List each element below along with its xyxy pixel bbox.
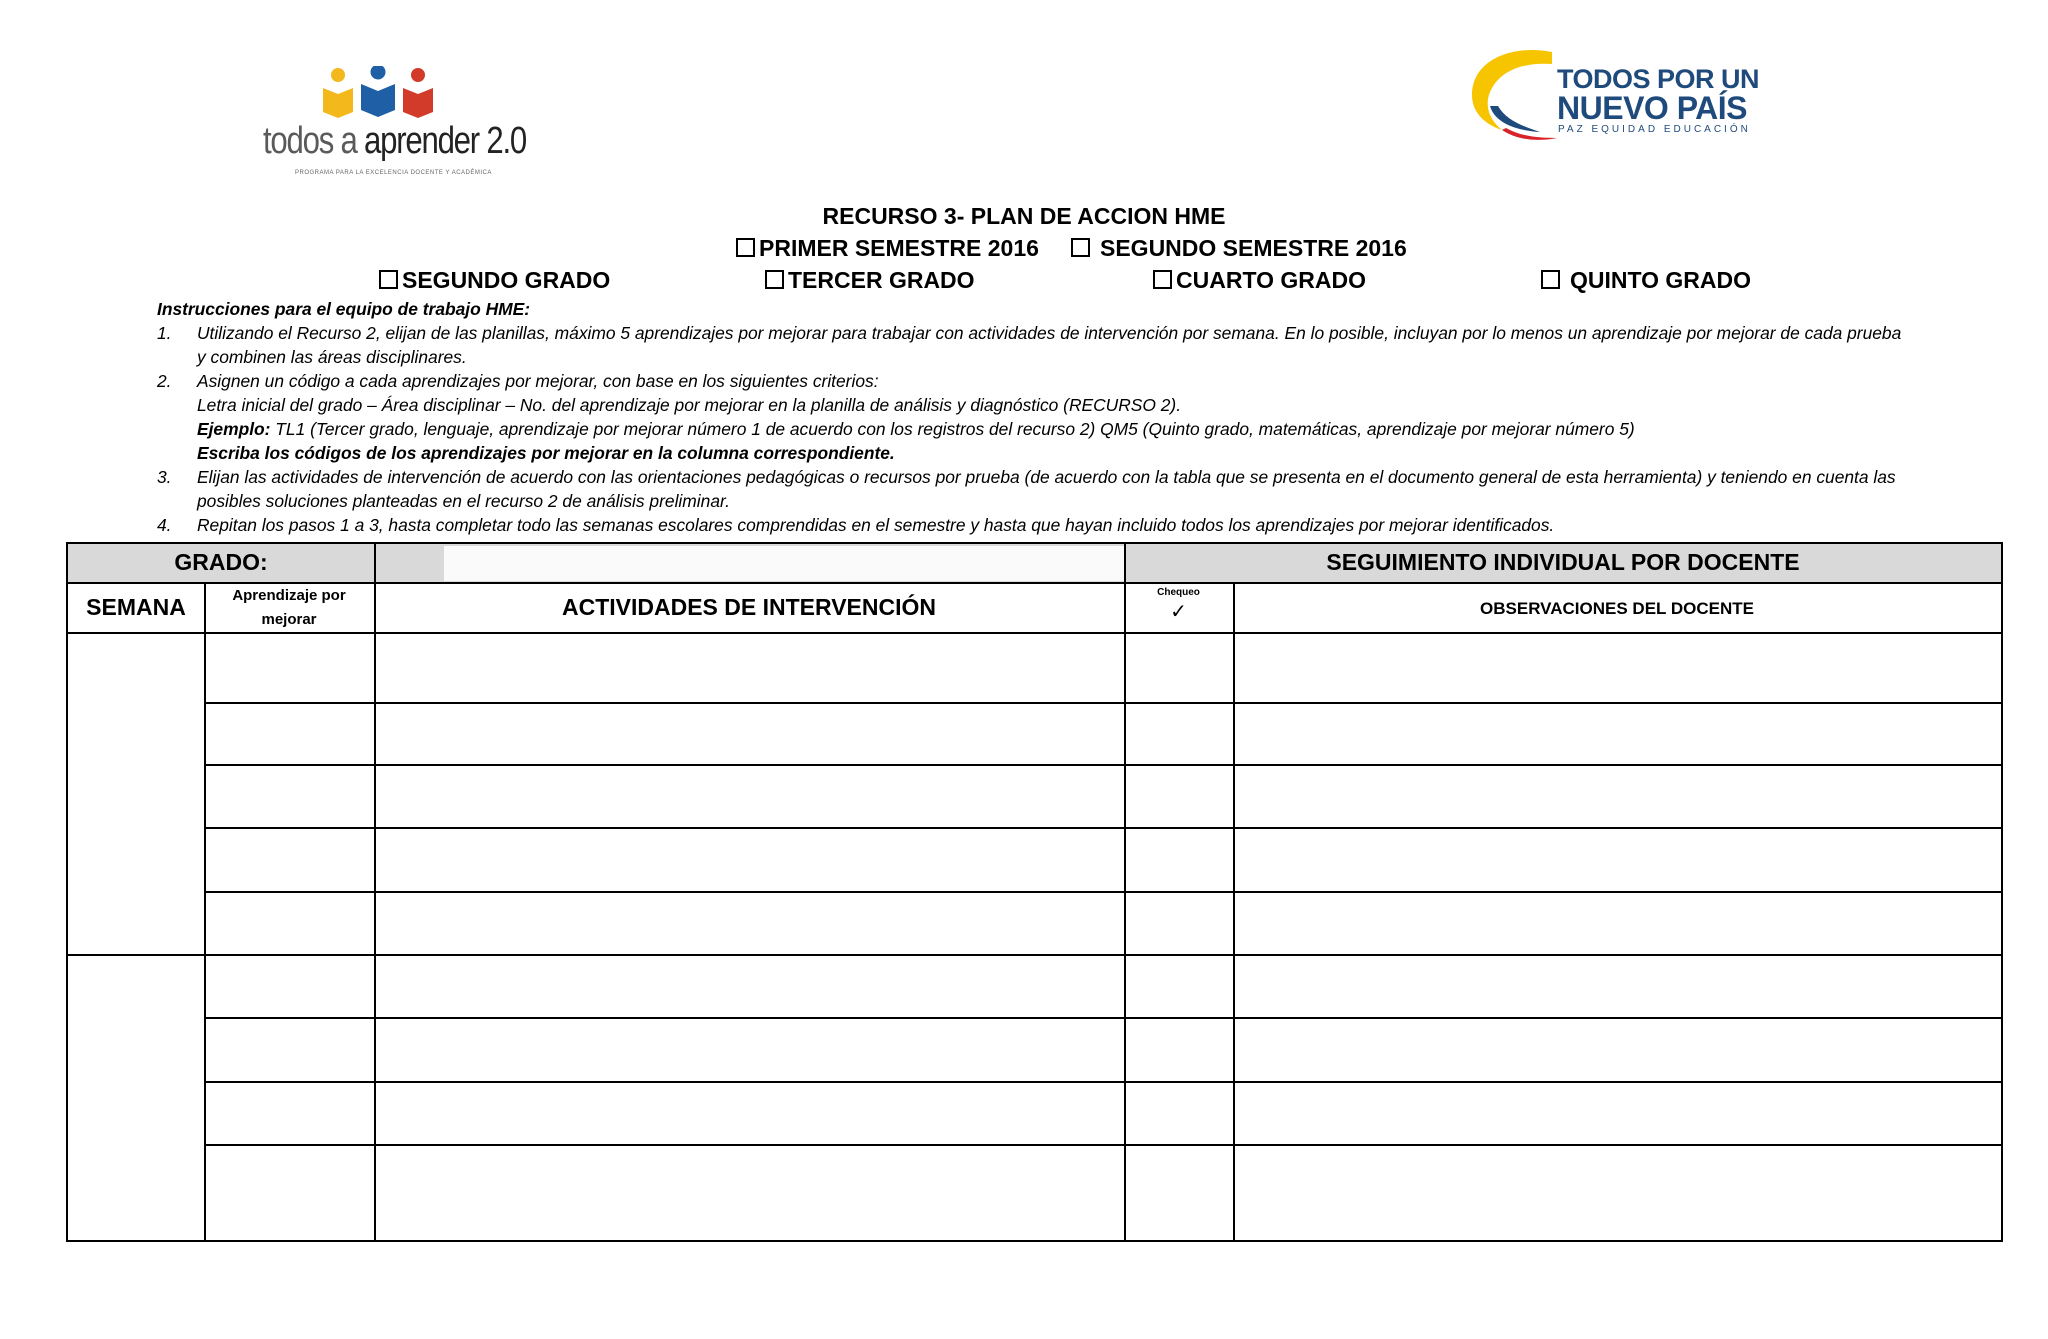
- actividades-column-cells[interactable]: [376, 634, 1122, 1240]
- semana-cell-1[interactable]: [70, 634, 202, 952]
- instructions-heading: Instrucciones para el equipo de trabajo HME:: [157, 299, 531, 319]
- instruction-item: 3. Elijan las actividades de intervención de acuerdo con las orientaciones pedagógicas o recursos por prueba (de acuerdo con la tabla que se presenta en el documento general de esta herramienta) y teniendo en cuenta las posibles soluciones planteadas en el recurso 2 de análisis preliminar.: [157, 467, 1896, 511]
- grado-input[interactable]: [444, 546, 1124, 581]
- logo-left-title: todos a aprender 2.0: [263, 120, 526, 162]
- checkbox-icon: [379, 270, 398, 289]
- aprendizaje-column-cells[interactable]: [206, 634, 372, 1240]
- option-segundo-grado[interactable]: SEGUNDO GRADO: [379, 267, 610, 294]
- col-aprendizaje: Aprendizaje por mejorar: [232, 587, 346, 628]
- col-actividades: ACTIVIDADES DE INTERVENCIÓN: [561, 594, 936, 620]
- instruction-note: Escriba los códigos de los aprendizajes por mejorar en la columna correspondiente.: [197, 443, 895, 463]
- example-line: Ejemplo: TL1 (Tercer grado, lenguaje, aprendizaje por mejorar número 1 de acuerdo con los registros del recurso 2) QM5 (Quinto grado, matemáticas, aprendizaje por mejorar número 5): [197, 419, 1635, 439]
- checkbox-icon: [1153, 270, 1172, 289]
- option-cuarto-grado[interactable]: CUARTO GRADO: [1153, 267, 1366, 294]
- col-chequeo: Chequeo: [1157, 587, 1200, 598]
- checkbox-icon: [736, 238, 755, 257]
- logo-right-line1: TODOS POR UN: [1557, 64, 1760, 94]
- instruction-item: 1. Utilizando el Recurso 2, elijan de las planillas, máximo 5 aprendizajes por mejorar para trabajar con actividades de intervención por semana. En lo posible, incluyan por lo menos un aprendizaje por mejorar de cada prueba y combinen las áreas disciplinares.: [157, 323, 1902, 367]
- grado-label: GRADO:: [174, 549, 268, 575]
- page-title: RECURSO 3- PLAN DE ACCION HME: [822, 203, 1226, 229]
- col-observaciones: OBSERVACIONES DEL DOCENTE: [1480, 599, 1754, 618]
- col-semana: SEMANA: [86, 594, 186, 620]
- option-segundo-semestre[interactable]: SEGUNDO SEMESTRE 2016: [1071, 235, 1407, 262]
- children-books-icon: [313, 66, 443, 118]
- seguimiento-label: SEGUIMIENTO INDIVIDUAL POR DOCENTE: [1326, 549, 1800, 575]
- checkbox-icon: [1071, 238, 1090, 257]
- chequeo-column-cells[interactable]: [1126, 634, 1231, 1240]
- option-quinto-grado[interactable]: QUINTO GRADO: [1541, 267, 1751, 294]
- checkbox-icon: [765, 270, 784, 289]
- checkbox-icon: [1541, 270, 1560, 289]
- todos-por-un-nuevo-pais-logo: [1462, 40, 1782, 145]
- semana-cell-2[interactable]: [70, 956, 202, 1240]
- instructions-block: [157, 297, 1977, 537]
- logo-right-line3: PAZ EQUIDAD EDUCACIÓN: [1558, 124, 1751, 135]
- logo-right-line2: NUEVO PAÍS: [1557, 90, 1747, 126]
- option-primer-semestre[interactable]: PRIMER SEMESTRE 2016: [736, 235, 1039, 262]
- action-plan-table: [66, 542, 2003, 1242]
- todos-a-aprender-logo: [255, 60, 526, 185]
- logo-left-tagline: PROGRAMA PARA LA EXCELENCIA DOCENTE Y ACADÉMICA: [295, 170, 492, 176]
- instruction-item: 4. Repitan los pasos 1 a 3, hasta completar todo las semanas escolares comprendidas en el semestre y hasta que hayan incluido todos los aprendizajes por mejorar identificados.: [157, 515, 1555, 535]
- observaciones-column-cells[interactable]: [1235, 634, 1999, 1240]
- check-mark-icon: ✓: [1170, 601, 1187, 623]
- instruction-item: 2. Asignen un código a cada aprendizajes por mejorar, con base en los siguientes criterios: Letra inicial del grado – Área disciplinar – No. del aprendizaje por mejorar en la planilla de análisis y diagnóstico (RECURSO 2). Ejemplo: TL1 (Tercer grado, lenguaje, aprendizaje por mejorar número 1 de acuerdo con los registros del recurso 2) QM5 (Quinto grado, matemáticas, aprendizaje por mejorar número 5) Escriba los códigos de los aprendizajes por mejorar en la columna correspondiente.: [157, 369, 1977, 465]
- colombia-flag-swoosh-icon: [1462, 40, 1562, 145]
- option-tercer-grado[interactable]: TERCER GRADO: [765, 267, 975, 294]
